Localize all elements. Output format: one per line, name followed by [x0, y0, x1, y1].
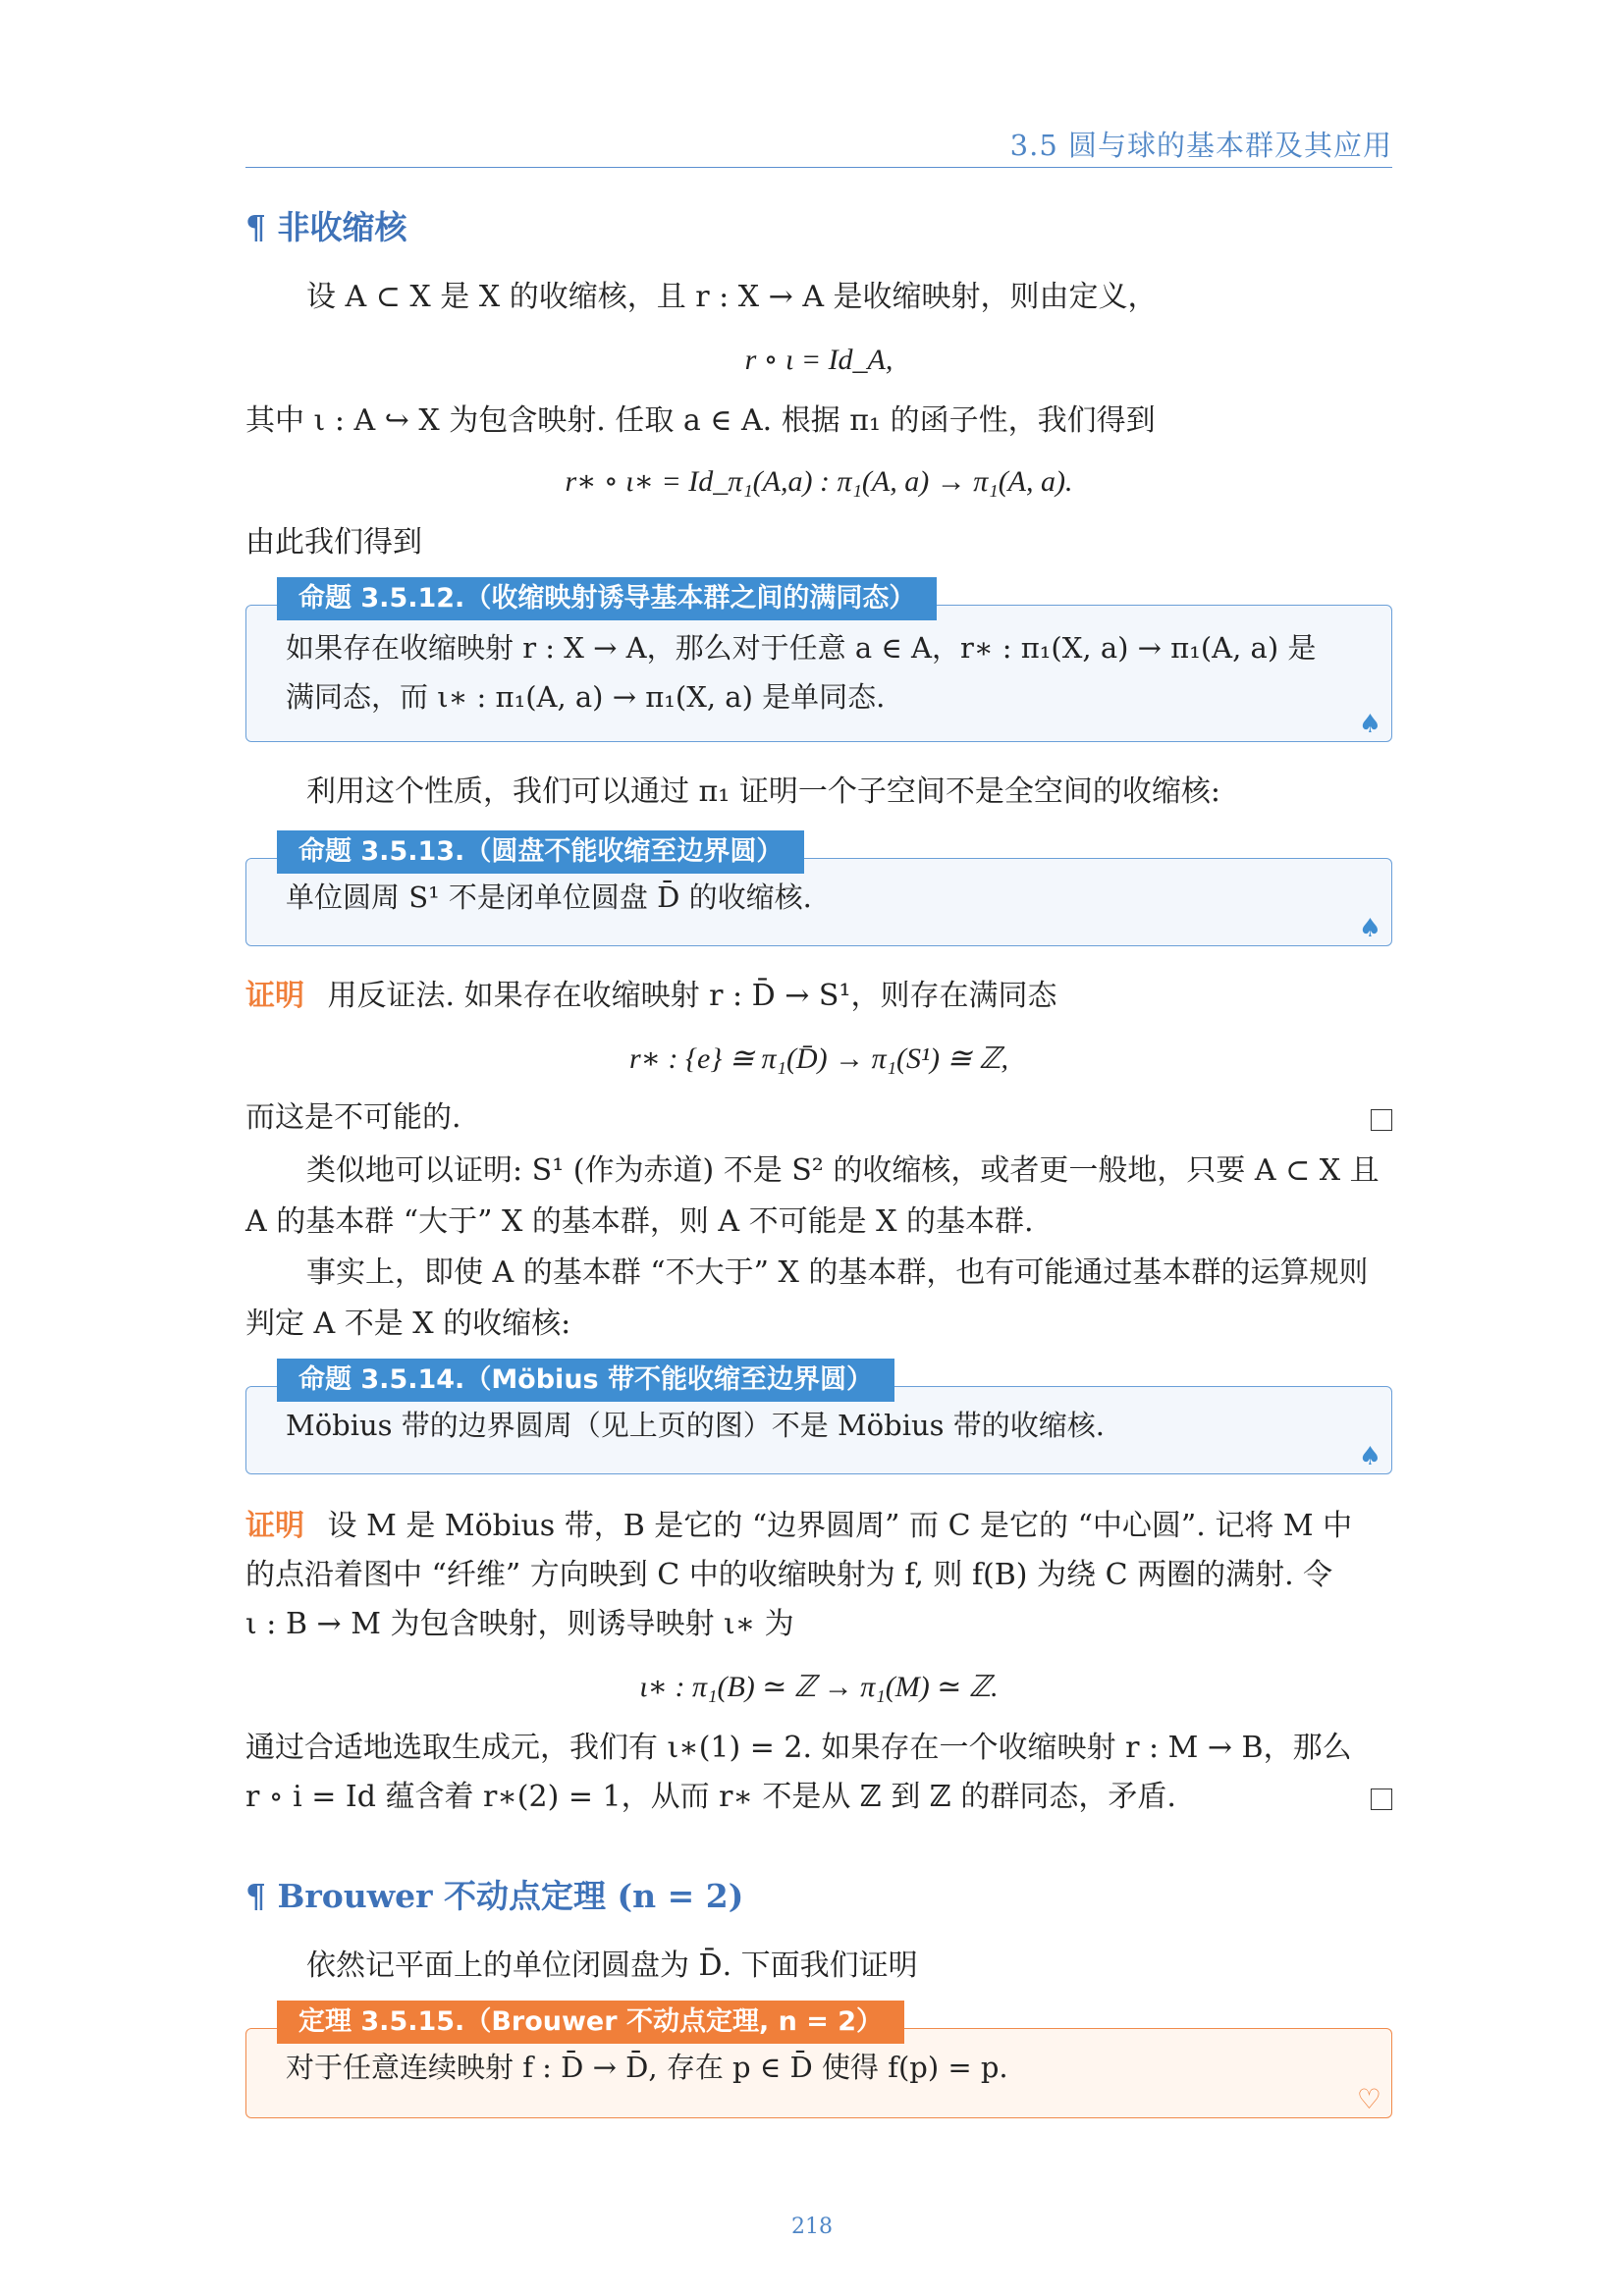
spade-icon: ♠: [1358, 1442, 1381, 1471]
proposition-text: 单位圆周 S¹ 不是闭单位圆盘 D̄ 的收缩核.: [286, 881, 812, 914]
proof-text: 的点沿着图中 “纤维” 方向映到 C 中的收缩映射为 f, 则 f(B) 为绕 C 两圈的满射. 令: [245, 1558, 1333, 1592]
proposition-title: 命题 3.5.14.（Möbius 带不能收缩至边界圆）: [277, 1359, 894, 1402]
proof-text: 用反证法. 如果存在收缩映射 r : D̄ → S¹，则存在满同态: [327, 979, 1057, 1013]
proposition-text: 如果存在收缩映射 r : X → A，那么对于任意 a ∈ A，r∗ : π₁(X, a) → π₁(A, a) 是: [286, 631, 1317, 665]
proposition-text: 满同态，而 ι∗ : π₁(A, a) → π₁(X, a) 是单同态.: [286, 680, 886, 714]
header-text: 3.5 圆与球的基本群及其应用: [1009, 129, 1392, 162]
proof-text: r ∘ i = Id 蕴含着 r∗(2) = 1，从而 r∗ 不是从 ℤ 到 ℤ 的群同态，矛盾.: [245, 1780, 1176, 1814]
theorem-text: 对于任意连续映射 f : D̄ → D̄, 存在 p ∈ D̄ 使得 f(p) = p.: [286, 2051, 1008, 2084]
theorem-title: 定理 3.5.15.（Brouwer 不动点定理, n = 2）: [277, 2001, 904, 2044]
paragraph: 由此我们得到: [245, 525, 422, 560]
proof-label: 证明: [245, 979, 304, 1013]
section-title: ¶ 非收缩核: [245, 208, 407, 246]
proposition-text: Möbius 带的边界圆周（见上页的图）不是 Möbius 带的收缩核.: [286, 1409, 1105, 1442]
proposition-title: 命题 3.5.13.（圆盘不能收缩至边界圆）: [277, 830, 804, 874]
proposition-box: [245, 605, 1392, 742]
section-title: ¶ Brouwer 不动点定理 (n = 2): [245, 1877, 744, 1915]
proof-label: 证明: [245, 1509, 304, 1543]
paragraph: A 的基本群 “大于” X 的基本群，则 A 不可能是 X 的基本群.: [245, 1204, 1034, 1239]
proof-text: 设 M 是 Möbius 带，B 是它的 “边界圆周” 而 C 是它的 “中心圆”. 记将 M 中: [327, 1509, 1353, 1543]
qed-square-icon: [1371, 1109, 1392, 1131]
equation: ι∗ : π₁(B) ≃ ℤ → π₁(M) ≃ ℤ.: [639, 1671, 999, 1703]
proposition-title: 命题 3.5.12.（收缩映射诱导基本群之间的满同态）: [277, 577, 937, 620]
paragraph: 依然记平面上的单位闭圆盘为 D̄. 下面我们证明: [306, 1949, 918, 1983]
spade-icon: ♠: [1358, 710, 1381, 739]
proof-text: 而这是不可能的.: [245, 1100, 461, 1135]
spade-icon: ♠: [1358, 914, 1381, 943]
proof-text: 通过合适地选取生成元，我们有 ι∗(1) = 2. 如果存在一个收缩映射 r : M → B，那么: [245, 1731, 1352, 1765]
running-header: [245, 122, 1392, 168]
paragraph: 设 A ⊂ X 是 X 的收缩核，且 r : X → A 是收缩映射，则由定义，: [306, 280, 1158, 314]
equation: r ∘ ι = Id_A,: [744, 344, 893, 376]
proof-text: ι : B → M 为包含映射，则诱导映射 ι∗ 为: [245, 1607, 794, 1641]
page-number: 218: [791, 2215, 833, 2239]
paragraph: 其中 ι : A ↪ X 为包含映射. 任取 a ∈ A. 根据 π₁ 的函子性，我们得到: [245, 403, 1156, 438]
proof-line: [245, 972, 1057, 1021]
paragraph: 判定 A 不是 X 的收缩核:: [245, 1307, 571, 1341]
qed-square-icon: [1371, 1789, 1392, 1810]
paragraph: 类似地可以证明: S¹ (作为赤道) 不是 S² 的收缩核，或者更一般地，只要 A ⊂ X 且: [306, 1153, 1380, 1188]
paragraph: 利用这个性质，我们可以通过 π₁ 证明一个子空间不是全空间的收缩核:: [306, 774, 1220, 809]
proof-line: [245, 1502, 1352, 1551]
equation: r∗ ∘ ι∗ = Id_π₁(A,a) : π₁(A, a) → π₁(A, a).: [565, 465, 1073, 498]
heart-icon: ♡: [1356, 2083, 1381, 2115]
equation: r∗ : {e} ≅ π₁(D̄) → π₁(S¹) ≅ ℤ,: [628, 1042, 1008, 1075]
paragraph: 事实上，即使 A 的基本群 “不大于” X 的基本群，也有可能通过基本群的运算规则: [306, 1255, 1369, 1290]
